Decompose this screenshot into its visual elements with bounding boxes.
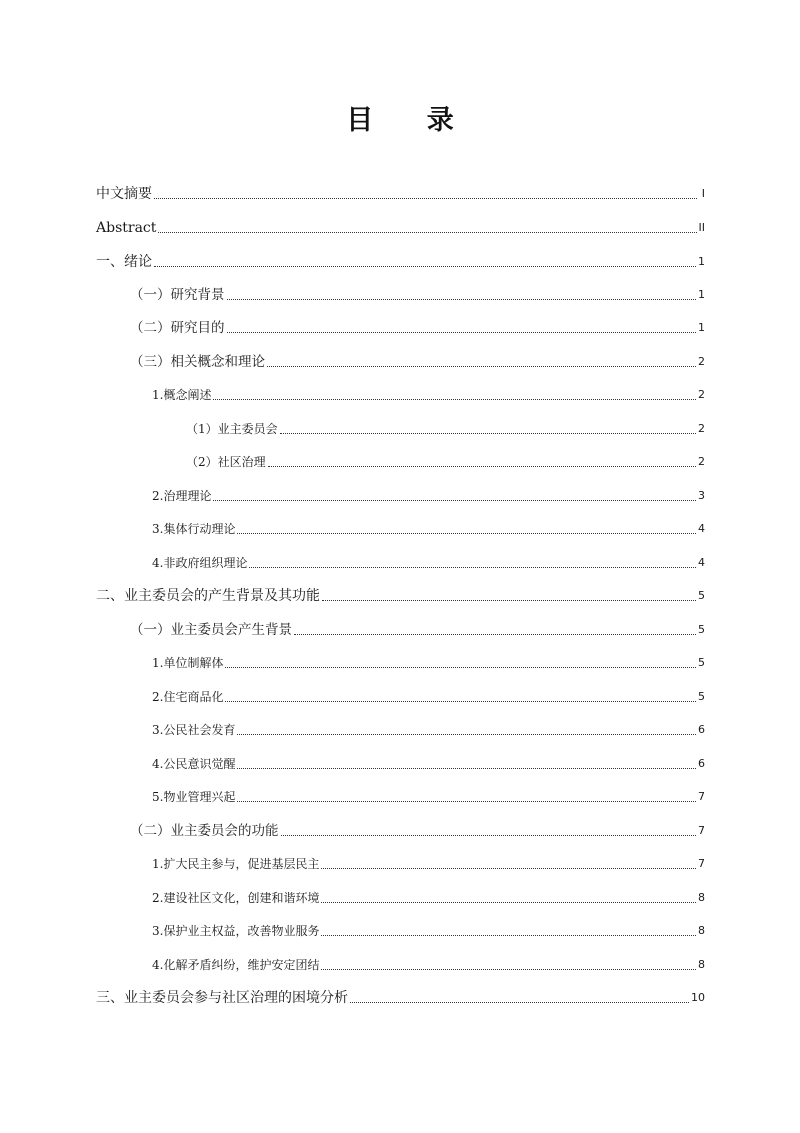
toc-entry[interactable] [152,519,705,539]
toc-entry-label: 3.集体行动理论 [152,522,236,536]
toc-page-number: II [698,221,705,234]
toc-leader-dots [267,366,696,367]
toc-entry-label: 4.化解矛盾纠纷，维护安定团结 [152,958,320,972]
toc-page-number: 7 [698,790,705,803]
toc-entry[interactable] [152,486,705,506]
toc-page-number: 8 [698,958,705,971]
toc-leader-dots [237,533,696,534]
toc-entry[interactable] [152,888,705,908]
toc-page-number: 2 [698,455,705,468]
toc-entry-label: 1.单位制解体 [152,656,224,670]
toc-page-number: 8 [698,891,705,904]
toc-entry[interactable] [96,252,705,272]
toc-entry[interactable] [96,988,705,1008]
toc-entry-label: （三）相关概念和理论 [130,354,265,370]
toc-entry[interactable] [152,754,705,774]
toc-entry-label: 二、业主委员会的产生背景及其功能 [96,588,320,604]
toc-leader-dots [294,634,696,635]
toc-entry-label: （一）研究背景 [130,287,225,303]
toc-leader-dots [154,198,697,199]
toc-leader-dots [321,935,696,936]
toc-page-number: 10 [691,991,705,1004]
toc-entry-label: Abstract [96,220,157,236]
toc-entry-label: （二）研究目的 [130,320,225,336]
toc-page-number: 5 [698,589,705,602]
toc-entry[interactable] [96,218,705,238]
toc-leader-dots [158,232,696,233]
toc-entry-label: 中文摘要 [96,186,152,202]
toc-entry-label: （二）业主委员会的功能 [130,823,279,839]
toc-entry[interactable] [152,553,705,573]
toc-leader-dots [225,701,696,702]
toc-entry-label: 5.物业管理兴起 [152,790,236,804]
toc-leader-dots [321,969,696,970]
toc-leader-dots [213,500,696,501]
toc-entry-label: 4.公民意识觉醒 [152,757,236,771]
toc-entry-label: 2.治理理论 [152,489,212,503]
page-title: 目 录 [346,105,476,136]
toc-entry[interactable] [152,921,705,941]
toc-entry[interactable] [152,854,705,874]
toc-leader-dots [213,399,696,400]
toc-entry-label: 1.概念阐述 [152,388,212,402]
toc-entry-label: 三、业主委员会参与社区治理的困境分析 [96,990,348,1006]
toc-entry[interactable] [130,285,705,305]
toc-leader-dots [154,266,696,267]
toc-page-number: 4 [698,556,705,569]
toc-leader-dots [227,299,697,300]
toc-leader-dots [237,768,696,769]
toc-leader-dots [268,466,696,467]
toc-leader-dots [350,1002,689,1003]
toc-entry-label: （2）社区治理 [186,455,266,469]
toc-entry-label: 一、绪论 [96,254,152,270]
toc-page-number: 2 [698,388,705,401]
toc-entry[interactable] [152,653,705,673]
toc-entry[interactable] [96,586,705,606]
toc-entry[interactable] [152,955,705,975]
toc-entry-label: 3.公民社会发育 [152,723,236,737]
toc-entry[interactable] [96,184,705,204]
toc-page-number: 1 [698,255,705,268]
toc-page-number: 1 [698,288,705,301]
toc-entry[interactable] [152,687,705,707]
toc-page-number: 6 [698,757,705,770]
toc-entry-label: （一）业主委员会产生背景 [130,622,292,638]
toc-leader-dots [249,567,696,568]
toc-page-number: 2 [698,422,705,435]
toc-entry[interactable] [186,419,705,439]
toc-page-number: 8 [698,924,705,937]
toc-entry-label: 2.住宅商品化 [152,690,224,704]
toc-page-number: 7 [698,824,705,837]
toc-leader-dots [237,801,696,802]
toc-page-number: 5 [698,690,705,703]
toc-entry[interactable] [130,620,705,640]
toc-entry-label: （1）业主委员会 [186,422,278,436]
toc-page-number: 1 [698,321,705,334]
toc-entry[interactable] [152,787,705,807]
toc-entry[interactable] [152,385,705,405]
toc-entry-label: 1.扩大民主参与，促进基层民主 [152,857,320,871]
toc-leader-dots [321,868,696,869]
toc-leader-dots [280,433,696,434]
toc-entry[interactable] [186,452,705,472]
toc-page-number: 7 [698,857,705,870]
toc-leader-dots [281,835,697,836]
toc-page-number: 4 [698,522,705,535]
toc-page-number: 2 [698,355,705,368]
toc-leader-dots [227,332,697,333]
toc-page-number: 6 [698,723,705,736]
toc-leader-dots [237,734,696,735]
toc-page-number: I [701,187,705,200]
toc-page-number: 5 [698,623,705,636]
toc-entry[interactable] [130,821,705,841]
toc-entry-label: 3.保护业主权益，改善物业服务 [152,924,320,938]
toc-leader-dots [225,667,696,668]
toc-entry[interactable] [130,318,705,338]
toc-entry-label: 4.非政府组织理论 [152,556,248,570]
toc-entry-label: 2.建设社区文化，创建和谐环境 [152,891,320,905]
toc-leader-dots [321,902,696,903]
toc-page-number: 5 [698,656,705,669]
toc-leader-dots [322,600,696,601]
toc-entry[interactable] [130,352,705,372]
toc-page-number: 3 [698,489,705,502]
toc-entry[interactable] [152,720,705,740]
